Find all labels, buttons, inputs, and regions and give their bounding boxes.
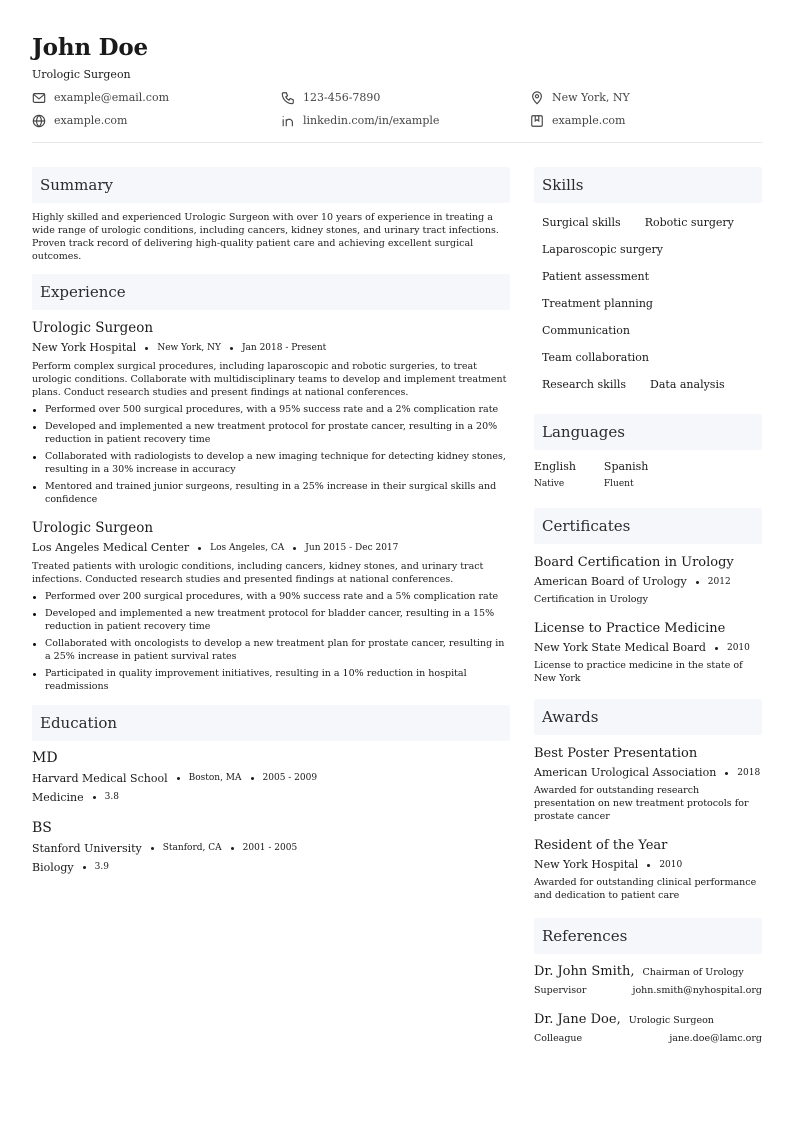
job-employer: Los Angeles Medical Center [32,541,190,554]
candidate-name: John Doe [32,34,148,61]
contact-linkedin[interactable] [281,113,530,128]
job-employer: New York Hospital [32,341,137,354]
certificate-description: License to practice medicine in the state of New York [534,660,743,684]
award-title: Resident of the Year [534,838,668,853]
achievement-item: Mentored and trained junior surgeons, resulting in a 25% increase in their surgical skills and confidence [32,480,510,506]
separator-dot [230,347,233,350]
certificates-heading: Certificates [534,508,762,544]
award-issuer: American Urological Association [534,766,717,779]
education-dates: 2005 - 2009 [262,773,318,783]
award-description: Awarded for outstanding research presentation on new treatment protocols for prostate cancer [534,785,749,822]
separator-dot [145,347,148,350]
certificate-description: Certification in Urology [534,594,648,605]
separator-dot [83,866,86,869]
bookmark-icon [530,114,544,128]
job-meta [32,341,510,355]
separator-dot [293,547,296,550]
award-meta [534,858,762,872]
contact-phone-text: 123-456-7890 [303,91,381,104]
separator-dot [715,647,718,650]
job-dates: Jun 2015 - Dec 2017 [305,543,399,553]
language-level: Native [534,479,565,489]
skill-tag: Treatment planning [534,292,661,315]
reference-email[interactable]: john.smith@nyhospital.org [632,985,762,996]
reference-relation: Colleague [534,1033,583,1044]
contact-email-text: example@email.com [54,91,170,104]
job-achievements [32,403,510,506]
contact-phone[interactable] [281,90,530,105]
award-entry [534,745,762,823]
education-field-line [32,860,510,875]
field-of-study: Biology [32,861,74,874]
skill-tag: Laparoscopic surgery [534,238,671,261]
main-column [32,167,510,875]
school-location: Boston, MA [188,773,242,783]
contact-location-text: New York, NY [552,91,630,104]
contact-portfolio[interactable] [530,113,762,128]
degree-title: MD [32,750,58,766]
certificate-year: 2010 [726,643,750,653]
header-divider [32,142,762,143]
reference-email[interactable]: jane.doe@lamc.org [669,1033,762,1044]
reference-role: Chairman of Urology [642,967,744,978]
skill-tag: Communication [534,319,638,342]
job-dates: Jan 2018 - Present [241,343,327,353]
summary-text: Highly skilled and experienced Urologic Surgeon with over 10 years of experience in treating a wide range of urologic conditions, including cancers, kidney stones, and urinary tract infections. Proven track record of delivering high-quality patient care and achieving excellent surgical outcomes. [32,212,499,262]
languages-heading: Languages [534,414,762,450]
gpa: 3.9 [94,862,109,872]
award-description: Awarded for outstanding clinical performance and dedication to patient care [534,877,757,901]
degree-title: BS [32,820,52,836]
separator-dot [93,796,96,799]
experience-heading: Experience [32,274,510,310]
references-heading: References [534,918,762,954]
achievement-item: Collaborated with radiologists to develop a new imaging technique for detecting kidney stones, resulting in a 30% increase in accuracy [32,450,510,476]
separator-dot [725,772,728,775]
experience-entry [32,320,510,506]
education-heading: Education [32,705,510,741]
education-meta [32,771,510,786]
separator-dot [251,777,254,780]
resume-page [32,34,762,1044]
skill-tag: Team collaboration [534,346,657,369]
award-issuer: New York Hospital [534,858,639,871]
experience-entry [32,520,510,693]
skills-heading: Skills [534,167,762,203]
job-title: Urologic Surgeon [32,520,154,536]
skill-tag: Robotic surgery [637,211,742,234]
reference-entry [534,1012,762,1044]
reference-entry [534,964,762,996]
certificate-entry [534,620,762,685]
award-entry [534,837,762,902]
certificate-title: License to Practice Medicine [534,621,726,636]
contact-email[interactable] [32,90,281,105]
achievement-item: Developed and implemented a new treatment protocol for prostate cancer, resulting in a 20% reduction in patient recovery time [32,420,510,446]
separator-dot [151,847,154,850]
field-of-study: Medicine [32,791,84,804]
school-name: Harvard Medical School [32,772,168,785]
job-location: New York, NY [157,343,221,353]
reference-role: Urologic Surgeon [628,1015,714,1026]
awards-heading: Awards [534,699,762,735]
award-meta [534,766,762,780]
candidate-title: Urologic Surgeon [32,68,131,81]
globe-icon [32,114,46,128]
reference-name: Dr. Jane Doe, [534,1012,621,1027]
summary-heading: Summary [32,167,510,203]
award-title: Best Poster Presentation [534,746,698,761]
contact-portfolio-text: example.com [552,114,626,127]
job-meta [32,541,510,555]
school-name: Stanford University [32,842,142,855]
education-entry [32,819,510,875]
certificate-meta [534,641,762,655]
language-entry [534,460,576,490]
job-description: Treated patients with urologic conditions, including cancers, kidney stones, and urinary tract infections. Conducted research studies and presented findings at national conferences. [32,561,484,585]
contact-website[interactable] [32,113,281,128]
linkedin-icon [281,114,295,128]
contact-website-text: example.com [54,114,128,127]
phone-icon [281,91,295,105]
education-field-line [32,790,510,805]
achievement-item: Performed over 200 surgical procedures, with a 90% success rate and a 5% complication rate [32,590,510,603]
language-name: Spanish [603,460,649,473]
reference-name: Dr. John Smith, [534,964,635,979]
job-title: Urologic Surgeon [32,320,154,336]
certificate-meta [534,575,762,589]
education-meta [32,841,510,856]
separator-dot [198,547,201,550]
separator-dot [696,581,699,584]
job-achievements [32,590,510,693]
language-level: Fluent [603,479,634,489]
achievement-item: Collaborated with oncologists to develop a new treatment plan for prostate cancer, resulting in a 25% increase in patient survival rates [32,637,510,663]
job-location: Los Angeles, CA [210,543,285,553]
skill-tag: Research skills [534,373,634,396]
certificate-issuer: American Board of Urology [534,575,687,588]
skill-tag: Surgical skills [534,211,629,234]
mail-icon [32,91,46,105]
separator-dot [177,777,180,780]
contact-linkedin-text: linkedin.com/in/example [303,114,440,127]
job-description: Perform complex surgical procedures, including laparoscopic and robotic surgeries, to treat urologic conditions. Collaborate with multidisciplinary teams to develop and implement treatment plans. Conduct research studies and present findings at national conferences. [32,361,507,398]
achievement-item: Participated in quality improvement initiatives, resulting in a 10% reduction in hospital readmissions [32,667,510,693]
language-entry [604,460,648,490]
contact-location [530,90,762,105]
sidebar-column [534,167,762,1044]
languages-list [534,460,762,490]
map-pin-icon [530,91,544,105]
education-entry [32,749,510,805]
language-name: English [534,460,576,473]
achievement-item: Performed over 500 surgical procedures, with a 95% success rate and a 2% complication rate [32,403,510,416]
education-dates: 2001 - 2005 [242,843,298,853]
certificate-issuer: New York State Medical Board [534,641,706,654]
separator-dot [647,864,650,867]
resume-header [32,34,762,143]
reference-relation: Supervisor [534,985,587,996]
certificate-year: 2012 [707,577,731,587]
separator-dot [231,847,234,850]
skill-tag: Patient assessment [534,265,657,288]
school-location: Stanford, CA [162,843,222,853]
gpa: 3.8 [104,792,119,802]
award-year: 2010 [659,860,683,870]
certificate-title: Board Certification in Urology [534,555,734,570]
achievement-item: Developed and implemented a new treatment protocol for bladder cancer, resulting in a 15% reduction in patient recovery time [32,607,510,633]
contact-list [32,90,762,128]
skills-list [534,211,762,400]
certificate-entry [534,554,762,606]
skill-tag: Data analysis [642,373,733,396]
award-year: 2018 [737,768,761,778]
